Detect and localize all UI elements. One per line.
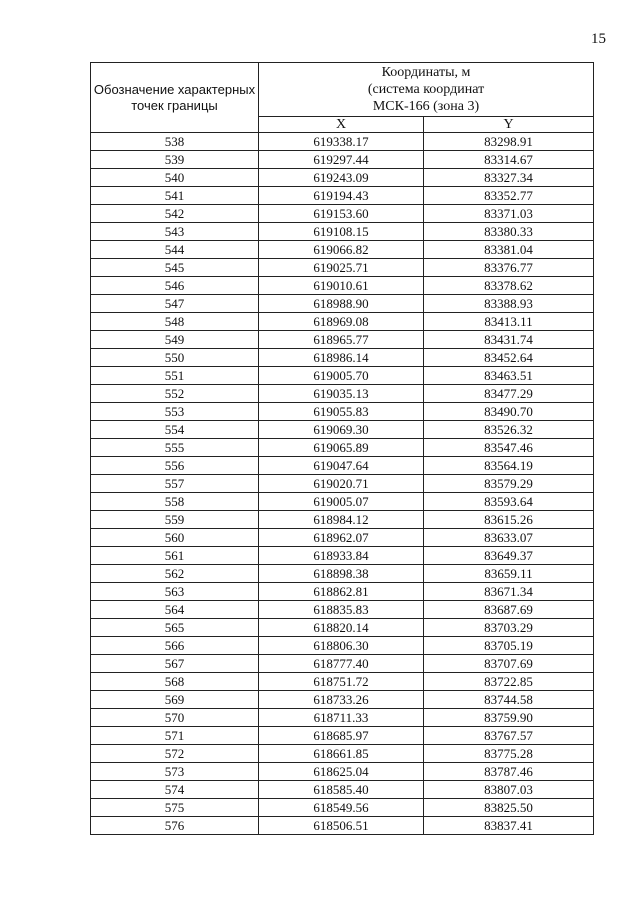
y-coordinate-cell: 83787.46 — [424, 763, 594, 781]
y-coordinate-cell: 83703.29 — [424, 619, 594, 637]
x-coordinate-cell: 618685.97 — [259, 727, 424, 745]
y-coordinate-cell: 83759.90 — [424, 709, 594, 727]
point-id-cell: 571 — [91, 727, 259, 745]
point-id-cell: 569 — [91, 691, 259, 709]
table-row — [91, 601, 594, 619]
table-row — [91, 385, 594, 403]
y-coordinate-cell: 83463.51 — [424, 367, 594, 385]
table-row — [91, 169, 594, 187]
point-id-cell: 565 — [91, 619, 259, 637]
table-row — [91, 223, 594, 241]
x-coordinate-cell: 619069.30 — [259, 421, 424, 439]
point-id-cell: 546 — [91, 277, 259, 295]
x-coordinate-cell: 618661.85 — [259, 745, 424, 763]
y-coordinate-cell: 83380.33 — [424, 223, 594, 241]
point-id-cell: 568 — [91, 673, 259, 691]
x-coordinate-cell: 619005.07 — [259, 493, 424, 511]
page-number: 15 — [591, 31, 606, 47]
point-id-cell: 547 — [91, 295, 259, 313]
y-coordinate-cell: 83579.29 — [424, 475, 594, 493]
table-row — [91, 367, 594, 385]
table-row — [91, 763, 594, 781]
point-id-cell: 541 — [91, 187, 259, 205]
y-coordinate-cell: 83807.03 — [424, 781, 594, 799]
point-id-cell: 555 — [91, 439, 259, 457]
table-row — [91, 421, 594, 439]
x-coordinate-cell: 618898.38 — [259, 565, 424, 583]
y-coordinate-cell: 83615.26 — [424, 511, 594, 529]
table-row — [91, 547, 594, 565]
table-row — [91, 493, 594, 511]
table-row — [91, 187, 594, 205]
y-coordinate-cell: 83413.11 — [424, 313, 594, 331]
point-id-cell: 559 — [91, 511, 259, 529]
y-coordinate-cell: 83452.64 — [424, 349, 594, 367]
x-coordinate-cell: 619020.71 — [259, 475, 424, 493]
table-row — [91, 475, 594, 493]
y-coordinate-cell: 83564.19 — [424, 457, 594, 475]
point-id-cell: 576 — [91, 817, 259, 835]
header-coords-line2: (система координат — [367, 82, 485, 97]
table-row — [91, 817, 594, 835]
y-coordinate-cell: 83327.34 — [424, 169, 594, 187]
header-coordinates — [259, 63, 594, 117]
y-coordinate-cell: 83825.50 — [424, 799, 594, 817]
y-coordinate-cell: 83388.93 — [424, 295, 594, 313]
table-row — [91, 745, 594, 763]
x-coordinate-cell: 618933.84 — [259, 547, 424, 565]
point-id-cell: 564 — [91, 601, 259, 619]
point-id-cell: 557 — [91, 475, 259, 493]
point-id-cell: 542 — [91, 205, 259, 223]
x-coordinate-cell: 619194.43 — [259, 187, 424, 205]
x-coordinate-cell: 619065.89 — [259, 439, 424, 457]
table-row — [91, 583, 594, 601]
y-coordinate-cell: 83767.57 — [424, 727, 594, 745]
x-coordinate-cell: 619047.64 — [259, 457, 424, 475]
y-coordinate-cell: 83687.69 — [424, 601, 594, 619]
y-coordinate-cell: 83593.64 — [424, 493, 594, 511]
x-coordinate-cell: 619243.09 — [259, 169, 424, 187]
table-row — [91, 619, 594, 637]
point-id-cell: 552 — [91, 385, 259, 403]
point-id-cell: 556 — [91, 457, 259, 475]
coordinates-table — [90, 62, 594, 835]
table-row — [91, 691, 594, 709]
point-id-cell: 540 — [91, 169, 259, 187]
table-row — [91, 259, 594, 277]
x-coordinate-cell: 618733.26 — [259, 691, 424, 709]
point-id-cell: 554 — [91, 421, 259, 439]
y-coordinate-cell: 83671.34 — [424, 583, 594, 601]
table-row — [91, 295, 594, 313]
table-row — [91, 277, 594, 295]
y-coordinate-cell: 83298.91 — [424, 133, 594, 151]
point-id-cell: 558 — [91, 493, 259, 511]
table-row — [91, 565, 594, 583]
table-row — [91, 403, 594, 421]
header-x: X — [259, 117, 424, 133]
table-row — [91, 529, 594, 547]
x-coordinate-cell: 618777.40 — [259, 655, 424, 673]
y-coordinate-cell: 83649.37 — [424, 547, 594, 565]
point-id-cell: 561 — [91, 547, 259, 565]
point-id-cell: 551 — [91, 367, 259, 385]
point-id-cell: 563 — [91, 583, 259, 601]
table-body — [91, 133, 594, 835]
x-coordinate-cell: 619153.60 — [259, 205, 424, 223]
point-id-cell: 545 — [91, 259, 259, 277]
y-coordinate-cell: 83376.77 — [424, 259, 594, 277]
x-coordinate-cell: 619010.61 — [259, 277, 424, 295]
table-row — [91, 331, 594, 349]
x-coordinate-cell: 618984.12 — [259, 511, 424, 529]
header-coords-line3: МСК-166 (зона 3) — [372, 99, 480, 114]
point-id-cell: 543 — [91, 223, 259, 241]
x-coordinate-cell: 618962.07 — [259, 529, 424, 547]
x-coordinate-cell: 618751.72 — [259, 673, 424, 691]
table-row — [91, 313, 594, 331]
x-coordinate-cell: 618585.40 — [259, 781, 424, 799]
x-coordinate-cell: 619297.44 — [259, 151, 424, 169]
x-coordinate-cell: 618549.56 — [259, 799, 424, 817]
x-coordinate-cell: 618806.30 — [259, 637, 424, 655]
y-coordinate-cell: 83705.19 — [424, 637, 594, 655]
table-row — [91, 133, 594, 151]
y-coordinate-cell: 83744.58 — [424, 691, 594, 709]
y-coordinate-cell: 83371.03 — [424, 205, 594, 223]
point-id-cell: 570 — [91, 709, 259, 727]
point-id-cell: 572 — [91, 745, 259, 763]
table-row — [91, 637, 594, 655]
x-coordinate-cell: 618711.33 — [259, 709, 424, 727]
x-coordinate-cell: 618835.83 — [259, 601, 424, 619]
point-id-cell: 566 — [91, 637, 259, 655]
y-coordinate-cell: 83352.77 — [424, 187, 594, 205]
header-y: Y — [424, 117, 594, 133]
point-id-cell: 544 — [91, 241, 259, 259]
x-coordinate-cell: 618820.14 — [259, 619, 424, 637]
table-row — [91, 151, 594, 169]
point-id-cell: 548 — [91, 313, 259, 331]
y-coordinate-cell: 83378.62 — [424, 277, 594, 295]
x-coordinate-cell: 618625.04 — [259, 763, 424, 781]
table-row — [91, 205, 594, 223]
y-coordinate-cell: 83526.32 — [424, 421, 594, 439]
table-row — [91, 457, 594, 475]
point-id-cell: 539 — [91, 151, 259, 169]
x-coordinate-cell: 619055.83 — [259, 403, 424, 421]
table-row — [91, 781, 594, 799]
x-coordinate-cell: 618988.90 — [259, 295, 424, 313]
y-coordinate-cell: 83314.67 — [424, 151, 594, 169]
y-coordinate-cell: 83490.70 — [424, 403, 594, 421]
x-coordinate-cell: 618506.51 — [259, 817, 424, 835]
table-row — [91, 799, 594, 817]
table-row — [91, 241, 594, 259]
y-coordinate-cell: 83633.07 — [424, 529, 594, 547]
point-id-cell: 553 — [91, 403, 259, 421]
point-id-cell: 538 — [91, 133, 259, 151]
y-coordinate-cell: 83837.41 — [424, 817, 594, 835]
point-id-cell: 550 — [91, 349, 259, 367]
x-coordinate-cell: 618965.77 — [259, 331, 424, 349]
table-row — [91, 727, 594, 745]
table-row — [91, 655, 594, 673]
x-coordinate-cell: 618986.14 — [259, 349, 424, 367]
table-row — [91, 709, 594, 727]
point-id-cell: 549 — [91, 331, 259, 349]
x-coordinate-cell: 618969.08 — [259, 313, 424, 331]
header-coords-line1: Координаты, м — [381, 65, 471, 80]
y-coordinate-cell: 83431.74 — [424, 331, 594, 349]
x-coordinate-cell: 619005.70 — [259, 367, 424, 385]
point-id-cell: 560 — [91, 529, 259, 547]
y-coordinate-cell: 83547.46 — [424, 439, 594, 457]
x-coordinate-cell: 619338.17 — [259, 133, 424, 151]
point-id-cell: 567 — [91, 655, 259, 673]
point-id-cell: 562 — [91, 565, 259, 583]
x-coordinate-cell: 619035.13 — [259, 385, 424, 403]
table-row — [91, 511, 594, 529]
y-coordinate-cell: 83381.04 — [424, 241, 594, 259]
y-coordinate-cell: 83477.29 — [424, 385, 594, 403]
table-row — [91, 673, 594, 691]
y-coordinate-cell: 83722.85 — [424, 673, 594, 691]
table-row — [91, 439, 594, 457]
x-coordinate-cell: 619066.82 — [259, 241, 424, 259]
x-coordinate-cell: 619025.71 — [259, 259, 424, 277]
x-coordinate-cell: 619108.15 — [259, 223, 424, 241]
y-coordinate-cell: 83659.11 — [424, 565, 594, 583]
y-coordinate-cell: 83775.28 — [424, 745, 594, 763]
header-point-designation: Обозначение характерных точек границы — [91, 63, 259, 133]
y-coordinate-cell: 83707.69 — [424, 655, 594, 673]
table-row — [91, 349, 594, 367]
point-id-cell: 574 — [91, 781, 259, 799]
x-coordinate-cell: 618862.81 — [259, 583, 424, 601]
point-id-cell: 573 — [91, 763, 259, 781]
point-id-cell: 575 — [91, 799, 259, 817]
